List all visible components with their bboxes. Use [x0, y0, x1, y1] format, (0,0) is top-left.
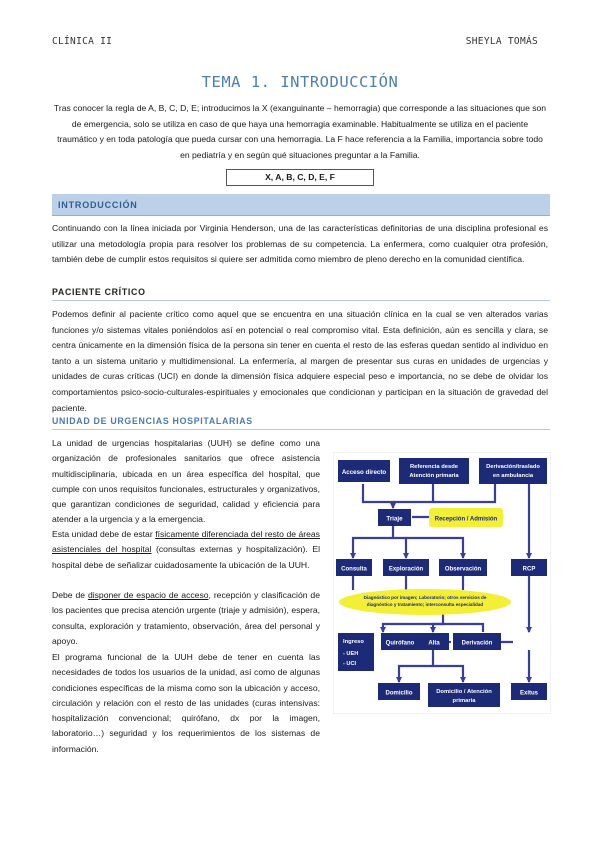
- label-alta: Alta: [428, 640, 440, 647]
- label-referencia-line2: Atención primaria: [409, 473, 459, 479]
- introduccion-paragraph: Continuando con la línea iniciada por Virginia Henderson, una de las características definitorias de una disciplina profesional es utilizar una metodología propia para resolver los problemas de su competencia. La enfermera, como cualquier otra profesión, también debe de cumplir estos requisitos si quiere ser admitida como miembro de pleno derecho en la comunidad científica.: [52, 223, 548, 265]
- page-title: TEMA 1. INTRODUCCIÓN: [201, 73, 399, 91]
- diagram-frame: [333, 452, 551, 714]
- unidad-paragraph-3: [52, 588, 320, 649]
- p2-text-before: Esta unidad debe de estar: [52, 529, 156, 539]
- p2-underlined-text: físicamente diferenciada del resto de áreas asistenciales del hospital: [52, 529, 320, 555]
- label-diagnostico-line2: diagnóstico y tratamiento; interconsulta especialidad: [366, 602, 484, 607]
- p3-text-after: , recepción y clasificación de los pacientes que precisa atención urgente (triaje y admisión), espera, consulta, exploración y tratamiento, observación, área del personal y apoyo.: [52, 590, 320, 646]
- header-subject: CLÍNICA II: [52, 36, 113, 47]
- box-referencia: [399, 458, 469, 484]
- label-exitus: Exitus: [519, 690, 539, 697]
- label-derivacion: Derivación: [461, 640, 493, 647]
- label-quirofano: Quirófano: [385, 640, 415, 647]
- label-consulta: Consulta: [341, 566, 367, 573]
- urgencias-flow-diagram: [333, 452, 551, 714]
- section-heading-introduccion: INTRODUCCIÓN: [52, 194, 550, 216]
- section-heading-paciente-critico: PACIENTE CRÍTICO: [52, 287, 550, 301]
- label-referencia-line1: Referencia desde: [409, 464, 459, 470]
- p3-underlined-text: disponer de espacio de acceso: [87, 590, 209, 600]
- unidad-paragraph-1: La unidad de urgencias hospitalarias (UUH) se define como una organización de profesionales sanitarios que ofrece asistencia multidisciplinaria, ubicada en un área específica del hospital, que cumple con unos requisitos funcionales, estructurales y organizativos, que garantizan condiciones de seguridad, calidad y eficiencia para atender a la urgencia y a la emergencia.: [52, 438, 320, 525]
- label-ingreso: Ingreso: [343, 639, 364, 645]
- label-domicilio-atencion-line1: Domicilio / Atención: [436, 689, 492, 695]
- label-domicilio: Domicilio: [385, 690, 413, 697]
- unidad-paragraph-2: [52, 527, 320, 573]
- label-triaje: Triaje: [386, 515, 403, 523]
- label-diagnostico-line1: Diagnóstico por imagen; Laboratorio; otros servicios de: [363, 595, 487, 600]
- label-domicilio-atencion-line2: primaria: [452, 698, 476, 704]
- p2-text-after: (consultas externas y hospitalización). El hospital debe de señalizar cuidadosamente la ubicación de la UUH.: [52, 544, 320, 570]
- intro-paragraph: Tras conocer la regla de A, B, C, D, E; introducimos la X (exanguinante – hemorragia) que corresponde a las situaciones que son de emergencia, solo se utiliza en caso de que haya una hemorragia examinable. Habitualmente se utiliza en el paciente traumático y en toda patología que pueda cursar con una hemorragia. La F hace referencia a la Familia, importancia sobre todo en pediatría y en según qué situaciones preguntar a la Familia.: [53, 103, 547, 160]
- header-author: SHEYLA TOMÁS: [465, 36, 538, 47]
- label-recepcion-admision: Recepción / Admisión: [434, 516, 498, 523]
- label-rcp: RCP: [522, 566, 536, 573]
- label-acceso-directo: Acceso directo: [341, 469, 387, 476]
- section-heading-unidad-urgencias: UNIDAD DE URGENCIAS HOSPITALARIAS: [52, 416, 550, 430]
- label-ingreso-uci: - UCI: [343, 661, 357, 667]
- label-derivacion-line2: en ambulancia: [492, 473, 534, 479]
- label-exploracion: Exploración: [388, 566, 424, 573]
- label-ingreso-ueh: - UEH: [343, 651, 359, 657]
- formula-box: X, A, B, C, D, E, F: [226, 169, 374, 186]
- paciente-critico-paragraph: Podemos definir al paciente crítico como aquel que se encuentra en una situación clínica en la cual se ven alterados varias funciones y/o sistemas vitales poniéndolos así en potencial o real compromiso vital. Esta definición, aún es sencilla y clara, se centra únicamente en la dimensión física de la persona sin tener en cuenta el resto de las esferas quedan sentido al individuo en tanto a un sistema unitario y multidimensional. La enfermería, al margen de presentar sus curas en unidades de urgencias y unidades de curas críticas (UCI) en donde la dimensión física adquiere especial peso e importancia, no se debe de olvidar los comportamientos psico-socio-culturales-espirituales y emocionales que condicionan y participan en la situación de gravedad del paciente.: [52, 309, 548, 413]
- box-derivacion-ambulancia: [479, 458, 547, 484]
- label-derivacion-line1: Derivación/traslado: [486, 464, 540, 470]
- unidad-paragraph-4: El programa funcional de la UUH debe de tener en cuenta las necesidades de todos los usuarios de la unidad, así como de algunas condiciones específicas de la misma como son la ubicación y acceso, circulación y relación con el resto de las unidades (curas intensivas: hospitalización convencional; quirófano, dx por la imagen, laboratorio…) seguridad y los requerimientos de los sistemas de información.: [52, 652, 320, 754]
- p3-text-before: Debe de: [52, 590, 88, 600]
- label-observacion: Observación: [444, 566, 482, 573]
